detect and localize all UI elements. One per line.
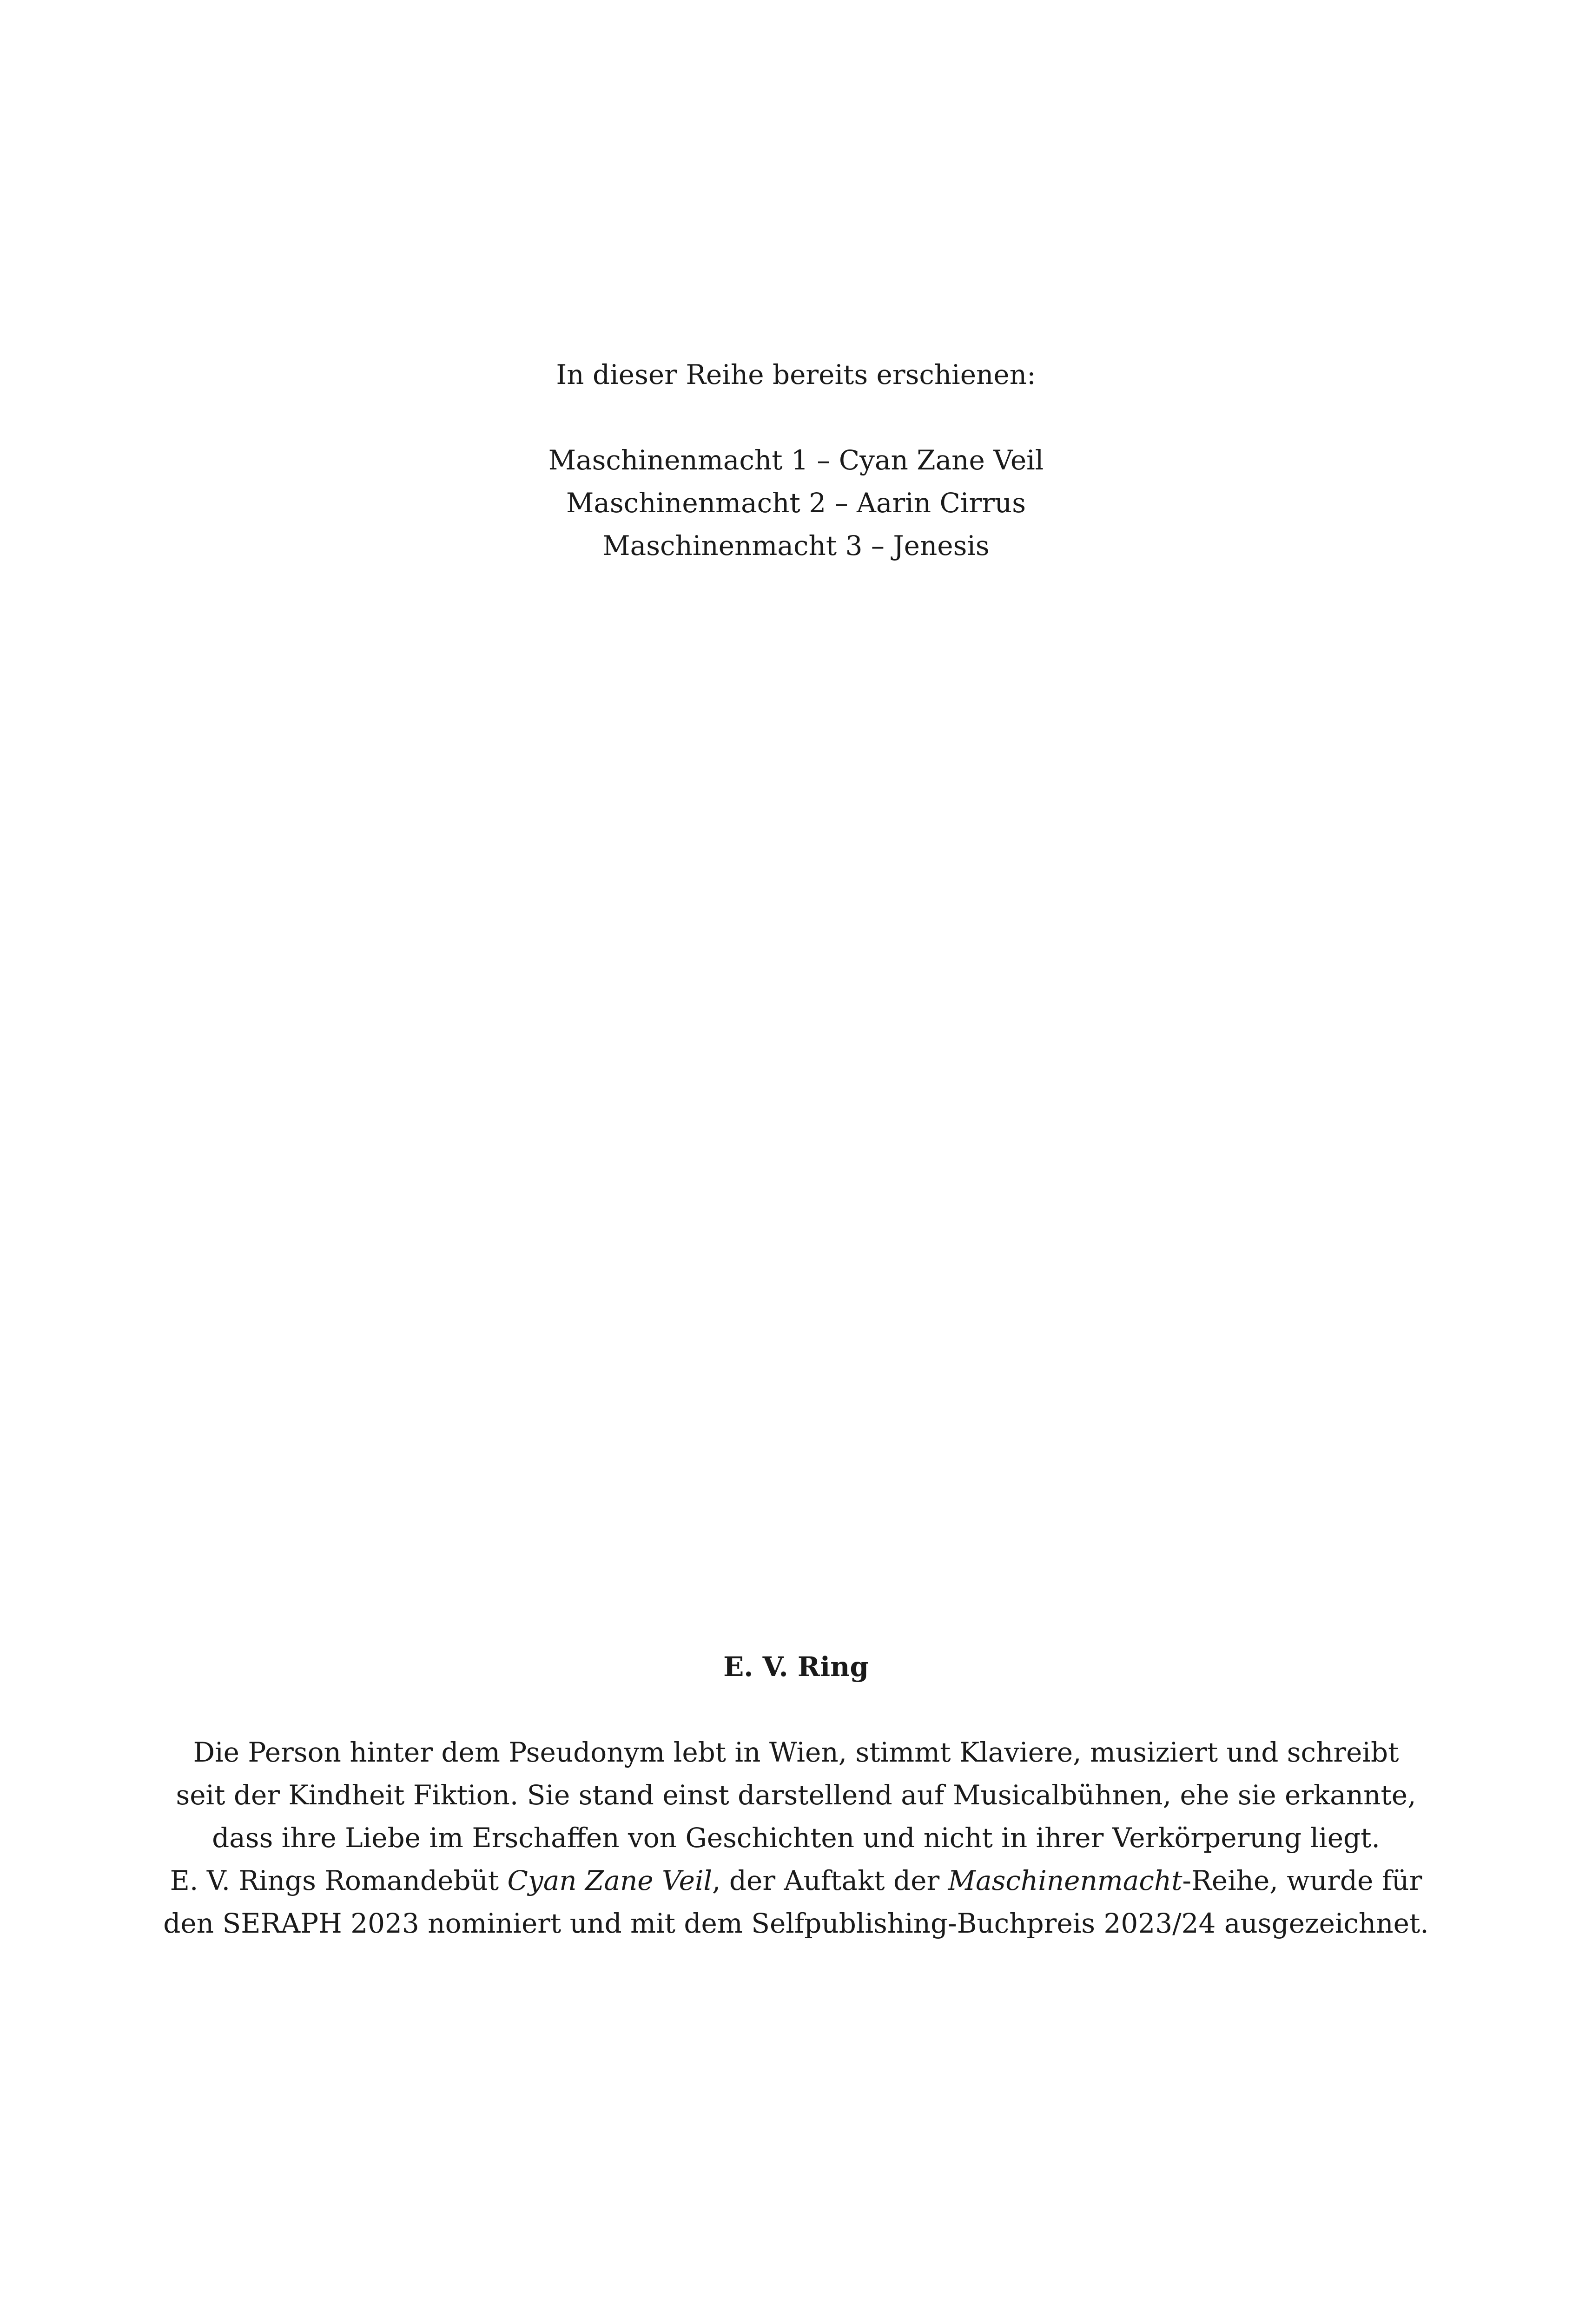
bio-line: Die Person hinter dem Pseudonym lebt in Wien, stimmt Klaviere, musiziert und schreibt: [193, 1736, 1399, 1768]
series-book-list: [0, 439, 1592, 567]
bio-line: den SERAPH 2023 nominiert und mit dem Selfpublishing-Buchpreis 2023/24 ausgezeichnet.: [163, 1908, 1429, 1939]
series-book-item: Maschinenmacht 2 – Aarin Cirrus: [566, 487, 1026, 519]
author-name: E. V. Ring: [723, 1651, 869, 1683]
series-book-item: Maschinenmacht 1 – Cyan Zane Veil: [548, 444, 1044, 476]
series-title-italic: Maschinenmacht: [948, 1865, 1182, 1896]
bio-line: [0, 1859, 1592, 1902]
series-heading: In dieser Reihe bereits erschienen:: [556, 359, 1036, 390]
bio-line: seit der Kindheit Fiktion. Sie stand einst darstellend auf Musicalbühnen, ehe sie erkannte,: [176, 1779, 1416, 1811]
bio-text: E. V. Rings Romandebüt: [170, 1865, 508, 1896]
book-title-italic: Cyan Zane Veil: [507, 1865, 713, 1896]
bio-text: -Reihe, wurde für: [1182, 1865, 1422, 1896]
author-section: [0, 1645, 1592, 1945]
series-book-item: Maschinenmacht 3 – Jenesis: [602, 530, 990, 561]
author-bio: [0, 1731, 1592, 1945]
series-section: [0, 353, 1592, 567]
bio-line: dass ihre Liebe im Erschaffen von Geschichten und nicht in ihrer Verkörperung liegt.: [212, 1822, 1380, 1854]
bio-text: , der Auftakt der: [712, 1865, 948, 1896]
